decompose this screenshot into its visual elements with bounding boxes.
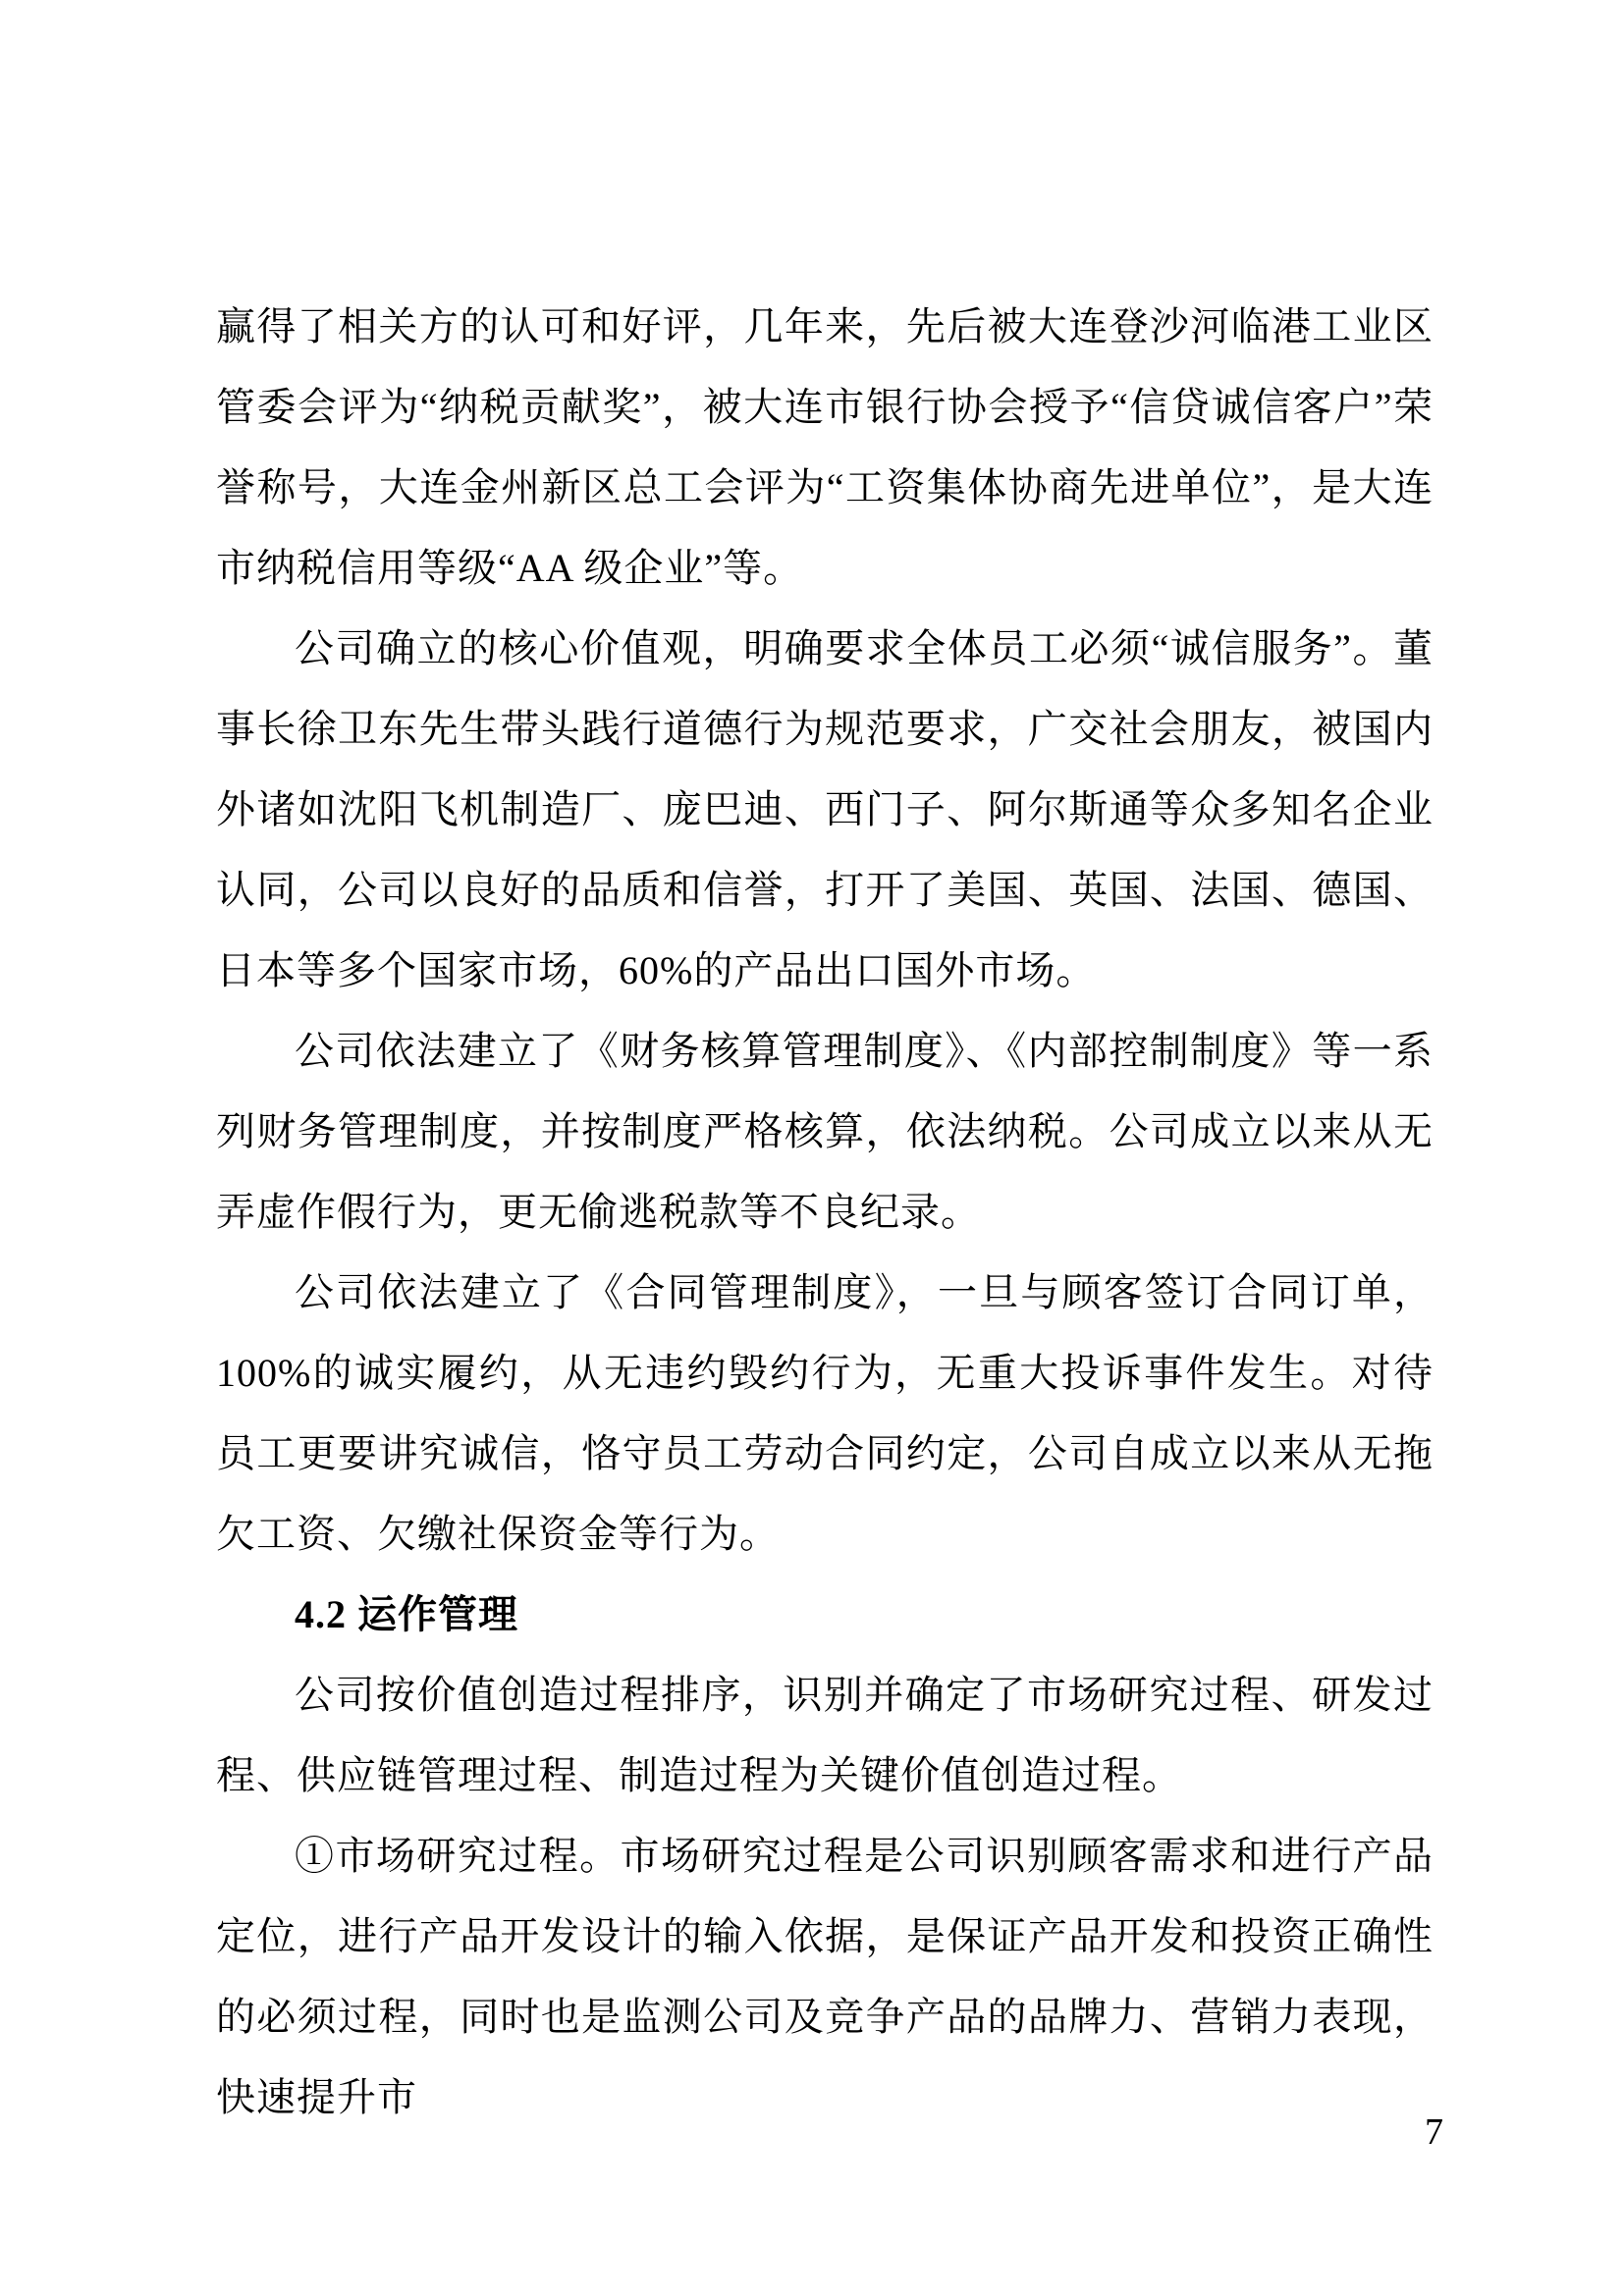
paragraph-market-research: ①市场研究过程。市场研究过程是公司识别顾客需求和进行产品定位，进行产品开发设计的输入依据，是保证产品开发和投资正确性的必须过程，同时也是监测公司及竞争产品的品牌力、营销力表现，快速提升市 — [216, 1834, 1434, 2119]
page-number: 7 — [1425, 2111, 1443, 2153]
page-body-text — [216, 287, 1434, 2138]
paragraph-financial-rules: 公司依法建立了《财务核算管理制度》、《内部控制制度》等一系列财务管理制度，并按制度严格核算，依法纳税。公司成立以来从无弄虚作假行为，更无偷逃税款等不良纪录。 — [216, 1029, 1434, 1234]
paragraph-core-values: 公司确立的核心价值观，明确要求全体员工必须“诚信服务”。董事长徐卫东先生带头践行道德行为规范要求，广交社会朋友，被国内外诸如沈阳飞机制造厂、庞巴迪、西门子、阿尔斯通等众多知名企业认同，公司以良好的品质和信誉，打开了美国、英国、法国、德国、日本等多个国家市场，60%的产品出口国外市场。 — [216, 626, 1434, 992]
section-heading-4-2: 4.2 运作管理 — [295, 1592, 518, 1636]
paragraph-value-creation: 公司按价值创造过程排序，识别并确定了市场研究过程、研发过程、供应链管理过程、制造过程为关键价值创造过程。 — [216, 1673, 1434, 1797]
paragraph-continuation: 赢得了相关方的认可和好评，几年来，先后被大连登沙河临港工业区管委会评为“纳税贡献奖”，被大连市银行协会授予“信贷诚信客户”荣誉称号，大连金州新区总工会评为“工资集体协商先进单位”，是大连市纳税信用等级“AA 级企业”等。 — [216, 304, 1434, 590]
paragraph-contract-rules: 公司依法建立了《合同管理制度》，一旦与顾客签订合同订单，100%的诚实履约，从无违约毁约行为，无重大投诉事件发生。对待员工更要讲究诚信，恪守员工劳动合同约定，公司自成立以来从无拖欠工资、欠缴社保资金等行为。 — [216, 1270, 1434, 1556]
